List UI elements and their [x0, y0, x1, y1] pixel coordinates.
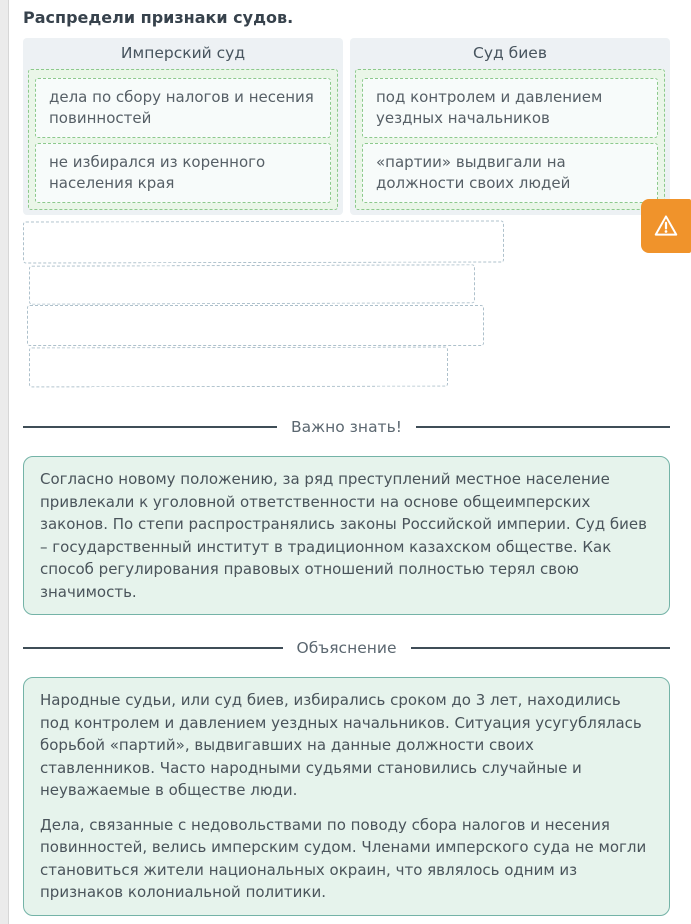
task-page: [8, 0, 691, 924]
draggable-card[interactable]: дела по сбору налогов и несения повинностей: [35, 78, 331, 138]
important-info-box: [23, 456, 670, 615]
divider-label: Объяснение: [296, 639, 397, 657]
info-paragraph: Согласно новому положению, за ряд преступлений местное население привлекали к уголовной ответственности на основе общеимперских законов. По степи распространялись законы Российской империи. Суд биев – государственный институт в традиционном казахском обществе. Как способ регулирования правовых отношений полностью терял свою значимость.: [40, 470, 647, 601]
dropzone-imperial[interactable]: [28, 69, 338, 210]
divider-label: Важно знать!: [291, 418, 402, 436]
column-header-biy: Суд биев: [473, 44, 547, 62]
empty-answer-slots: [23, 221, 670, 387]
empty-slot[interactable]: [29, 264, 475, 304]
column-imperial-court: [23, 38, 343, 215]
info-paragraph: Дела, связанные с недовольствами по поводу сбора налогов и несения повинностей, велись имперским судом. Членами имперского суда не могли становиться жители национальных окраин, что являлось одним из признаков колониальной политики.: [40, 815, 647, 901]
column-header-imperial: Имперский суд: [120, 44, 246, 62]
draggable-card[interactable]: не избирался из коренного населения края: [35, 143, 331, 203]
dropzone-biy[interactable]: [355, 69, 665, 210]
sorting-board: [23, 38, 670, 215]
section-divider-explanation: [23, 637, 670, 659]
column-biy-court: [350, 38, 670, 215]
warning-triangle-icon: [652, 212, 680, 240]
empty-slot[interactable]: [23, 220, 504, 263]
explanation-info-box: [23, 677, 670, 916]
draggable-card[interactable]: «партии» выдвигали на должности своих людей: [362, 143, 658, 203]
info-paragraph: Народные судьи, или суд биев, избирались сроком до 3 лет, находились под контролем и давлением уездных начальников. Ситуация усугублялась борьбой «партий», выдвигавших на данные должности своих ставленников. Часто народными судьями становились случайные и неуважаемые в обществе люди.: [40, 691, 642, 799]
draggable-card[interactable]: под контролем и давлением уездных начальников: [362, 78, 658, 138]
report-warning-button[interactable]: [641, 199, 691, 253]
page-title: Распредели признаки судов.: [23, 8, 294, 27]
empty-slot[interactable]: [29, 347, 448, 388]
empty-slot[interactable]: [27, 305, 484, 346]
section-divider-important: [23, 416, 670, 438]
